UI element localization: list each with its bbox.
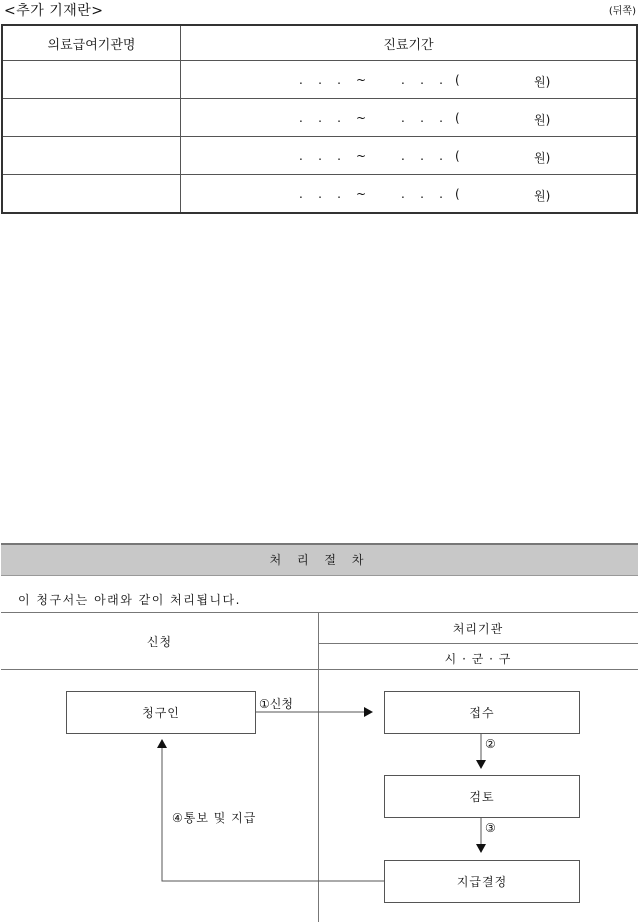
period-end: . . . [401,73,443,87]
agency-column-header: 처리기관 [452,622,504,636]
period-end: . . . [401,149,443,163]
period-cell[interactable] [181,99,638,137]
period-cell[interactable] [181,175,638,214]
period-start: . . . [299,73,341,87]
amount-open: ( [455,73,460,87]
period-cell[interactable] [181,137,638,175]
amount-unit: 원) [534,113,551,127]
section-title: <추가 기재란> [4,3,104,19]
claimant-box: 청구인 [66,691,256,734]
amount-open: ( [455,187,460,201]
procedure-title-bar: 처 리 절 차 [1,543,638,576]
apply-column-header: 신청 [146,635,173,649]
table-row [2,99,637,137]
table-row [2,137,637,175]
period-start: . . . [299,149,341,163]
amount-open: ( [455,149,460,163]
institution-cell[interactable] [2,61,181,99]
period-tilde: ~ [356,73,367,87]
step-apply-label: ①신청 [259,697,293,711]
amount-unit: 원) [534,189,551,203]
period-tilde: ~ [356,149,367,163]
agency-name: 시 · 군 · 구 [444,652,512,666]
period-start: . . . [299,111,341,125]
table-header-row [2,25,637,61]
divider [1,612,638,613]
receipt-to-review-arrowhead [476,760,486,769]
notify-arrowhead [157,739,167,748]
divider [318,643,638,644]
procedure-notice: 이 청구서는 아래와 같이 처리됩니다. [18,593,241,607]
column-header-period: 진료기간 [181,25,638,61]
period-start: . . . [299,187,341,201]
clinic-period-table [1,24,638,214]
decision-box: 지급결정 [384,860,580,903]
amount-unit: 원) [534,151,551,165]
institution-cell[interactable] [2,137,181,175]
amount-unit: 원) [534,75,551,89]
institution-cell[interactable] [2,175,181,214]
period-tilde: ~ [356,111,367,125]
period-tilde: ~ [356,187,367,201]
period-end: . . . [401,111,443,125]
step-notify-label: ④통보 및 지급 [172,811,257,825]
amount-open: ( [455,111,460,125]
table-row [2,175,637,214]
column-header-institution: 의료급여기관명 [2,25,181,61]
review-box: 검토 [384,775,580,818]
apply-arrowhead [364,707,373,717]
step-3-label: ③ [485,821,496,835]
institution-cell[interactable] [2,99,181,137]
page-side-label: (뒤쪽) [608,6,636,17]
step-2-label: ② [485,737,496,751]
review-to-decision-arrowhead [476,844,486,853]
table-row [2,61,637,99]
period-cell[interactable] [181,61,638,99]
period-end: . . . [401,187,443,201]
receipt-box: 접수 [384,691,580,734]
